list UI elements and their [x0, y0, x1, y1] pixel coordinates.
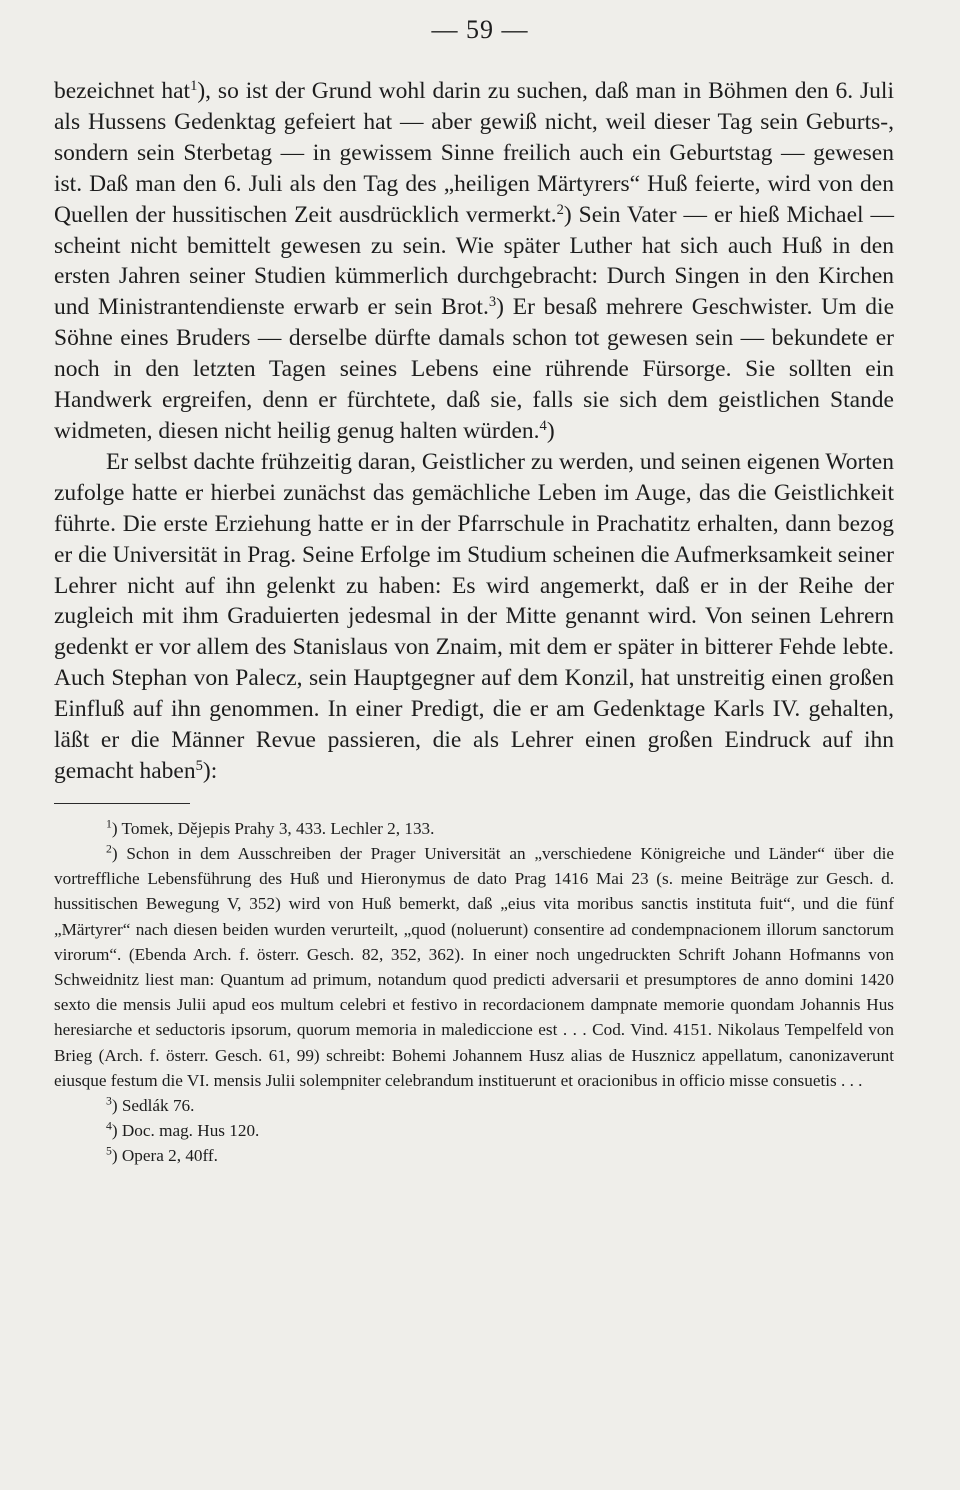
footnote-marker[interactable]: 5	[106, 1145, 112, 1159]
text-run: ) Sedlák 76.	[111, 1096, 195, 1116]
footnote-marker[interactable]: 5	[195, 757, 203, 774]
text-run: ), so ist der Grund wohl darin zu suchen, daß man in Böhmen den 6. Juli als Hussens Gedenktag gefeiert hat — aber gewiß nicht, weil dieser Tag sein Geburts-, sondern sein Sterbetag — in gewissem Sinne freilich auch ein Geburtstag — gewesen ist. Daß man den 6. Juli als den Tag des „heiligen Märtyrers“ Huß feierte, wird von den Quellen der hussitischen Zeit ausdrücklich vermerkt.	[54, 78, 894, 228]
text-run: ) Tomek, Dějepis Prahy 3, 433. Lechler 2, 133.	[111, 818, 435, 838]
text-run: Er selbst dachte frühzeitig daran, Geistlicher zu werden, und seinen eigenen Worten zufolge hatte er hierbei zunächst das gemächliche Leben im Auge, das die Geistlichkeit führte. Die erste Erziehung hatte er in der Pfarrschule in Prachatitz erhalten, dann bezog er die Universität in Prag. Seine Erfolge im Studium scheinen die Aufmerksamkeit seiner Lehrer nicht auf ihn gelenkt zu haben: Es wird angemerkt, daß er in der Reihe der zugleich mit ihm Graduierten jedesmal in der Mitte genannt wird. Von seinen Lehrern gedenkt er vor allem des Stanislaus von Znaim, mit dem er später in bitterer Fehde lebte. Auch Stephan von Palecz, sein Hauptgegner auf dem Konzil, hat unstreitig einen großen Einfluß auf ihn genommen. In einer Predigt, die er am Gedenktage Karls IV. gehalten, läßt er die Männer Revue passieren, die als Lehrer einen großen Eindruck auf ihn gemacht haben	[54, 448, 894, 784]
footnote-marker[interactable]: 2	[556, 201, 564, 218]
text-run: ):	[202, 757, 218, 784]
text-run: ) Sein Vater — er hieß Michael — scheint nicht bemittelt gewesen zu sein. Wie später Luther hat sich auch Huß in den ersten Jahren seiner Studien kümmerlich durchgebracht: Durch Singen in den Kirchen und Ministrantendienste erwarb er sein Brot.	[54, 201, 894, 321]
footnote-marker[interactable]: 4	[106, 1119, 112, 1133]
text-run: ) Doc. mag. Hus 120.	[111, 1121, 260, 1141]
paragraph	[54, 76, 894, 447]
footnote-marker[interactable]: 2	[106, 842, 112, 856]
footnote-marker[interactable]: 1	[106, 817, 112, 831]
footnote-marker[interactable]: 4	[539, 417, 547, 434]
paragraph	[54, 447, 894, 787]
footnote-separator	[54, 803, 190, 804]
footnote	[54, 841, 894, 1093]
main-text	[54, 76, 894, 787]
footnote-marker[interactable]: 3	[488, 294, 497, 311]
footnotes	[54, 816, 894, 1169]
footnote	[54, 1093, 894, 1118]
text-run: bezeichnet hat	[54, 78, 191, 104]
text-run: ) Schon in dem Ausschreiben der Prager Universität an „verschiedene Königreiche und Länder“ über die vortreffliche Lebensführung des Huß und Hieronymus de dato Prag 1416 Mai 23 (s. meine Beiträge zur Gesch. d. hussitischen Bewegung V, 352) wird von Huß bemerkt, daß „eius vita moribus sanctis instituta fuit“, und die fünf „Märtyrer“ nach diesen beiden wurden verurteilt, „quod (noluerunt) consentire ad condempnacionem illorum sanctorum virorum“. (Ebenda Arch. f. österr. Gesch. 82, 352, 362). In einer noch ungedruckten Schrift Johann Hofmanns von Schweidnitz liest man: Quantum ad primum, notandum quod predicti adversarii et presumptores de anno domini 1420 sexto die mensis Julii apud eos multum celebri et festivo in recordacionem dampnate memorie quondam Johannis Hus heresiarche et seductoris ipsorum, quorum memoria in malediccione est . . . Cod. Vind. 4151. Nikolaus Tempelfeld von Brieg (Arch. f. österr. Gesch. 61, 99) schreibt: Bohemi Johannem Husz alias de Husznicz appellatum, canonizaverunt eiusque festum die VI. mensis Julii solempniter celebrandum instituerunt et oracionibus in officio misse consuetis . . .	[54, 844, 894, 1090]
footnote	[54, 1143, 894, 1168]
footnote-marker[interactable]: 3	[106, 1094, 112, 1108]
text-run: ) Opera 2, 40ff.	[111, 1146, 218, 1166]
footnote	[54, 1118, 894, 1143]
text-run: )	[546, 417, 555, 444]
footnote	[54, 816, 894, 841]
page-number: — 59 —	[431, 15, 529, 44]
text-run: ) Er besaß mehrere Geschwister. Um die Söhne eines Bruders — derselbe dürfte damals schon tot gewesen sein — bekundete er noch in den letzten Tagen seines Lebens eine rührende Fürsorge. Sie sollten ein Handwerk ergreifen, denn er fürchtete, daß sie, falls sie sich dem geistlichen Stande widmeten, diesen nicht heilig genug halten würden.	[54, 294, 894, 444]
footnote-marker[interactable]: 1	[190, 78, 198, 94]
